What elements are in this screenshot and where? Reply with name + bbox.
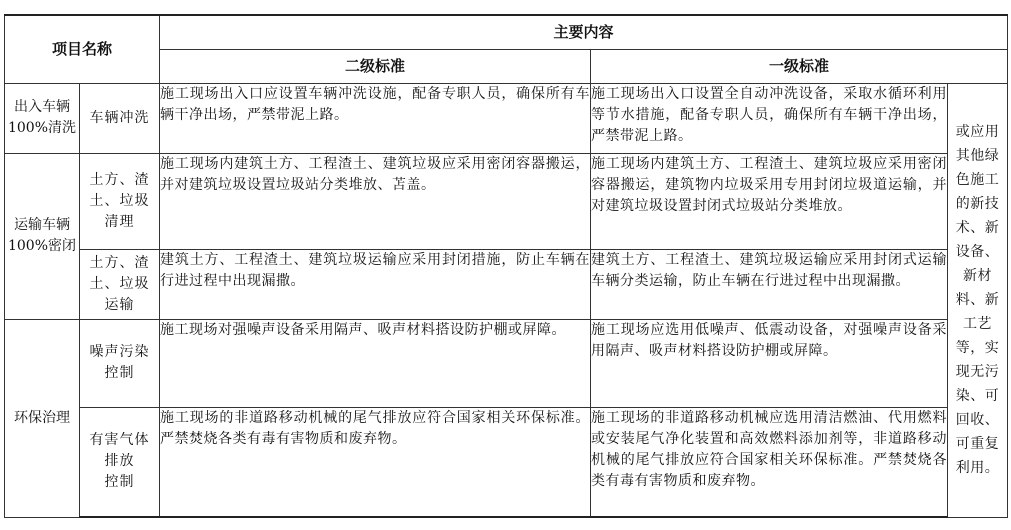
category-cell: 环保治理	[5, 319, 80, 517]
subitem-cell: 车辆冲洗	[80, 83, 160, 153]
level1-cell: 施工现场内建筑土方、工程渣土、建筑垃圾应采用密闭容器搬运，建筑物内垃圾采用专用封闭垃圾道运输，并对建筑垃圾设置封闭式垃圾站分类堆放。	[591, 153, 948, 249]
header-level2: 二级标准	[160, 49, 591, 83]
table-row	[5, 83, 1008, 153]
subitem-cell: 噪声污染 控制	[80, 319, 160, 407]
level2-cell: 施工现场出入口应设置车辆冲洗设施，配备专职人员，确保所有车辆干净出场，严禁带泥上路。	[160, 83, 591, 153]
standards-table	[4, 14, 1008, 518]
header-level1: 一级标准	[591, 49, 1008, 83]
level1-cell: 施工现场的非道路移动机械应选用清洁燃油、代用燃料或安装尾气净化装置和高效燃料添加剂等，非道路移动机械的尾气排放应符合国家相关环保标准。严禁焚烧各类有毒有害物质和废弃物。	[591, 407, 948, 517]
header-main-content: 主要内容	[160, 15, 1008, 49]
table-row	[5, 153, 1008, 249]
level1-cell: 建筑土方、工程渣土、建筑垃圾运输应采用封闭式运输车辆分类运输，防止车辆在行进过程中出现漏撒。	[591, 249, 948, 319]
level2-cell: 施工现场对强噪声设备采用隔声、吸声材料搭设防护棚或屏障。	[160, 319, 591, 407]
subitem-cell: 土方、渣 土、垃圾 运输	[80, 249, 160, 319]
header-item-name: 项目名称	[5, 15, 160, 83]
level2-cell: 施工现场的非道路移动机械的尾气排放应符合国家相关环保标准。严禁焚烧各类有毒有害物质和废弃物。	[160, 407, 591, 517]
category-cell: 出入车辆 100%清洗	[5, 83, 80, 153]
category-cell: 运输车辆 100%密闭	[5, 153, 80, 319]
table-row	[5, 249, 1008, 319]
level1-cell: 施工现场应选用低噪声、低震动设备，对强噪声设备采用隔声、吸声材料搭设防护棚或屏障。	[591, 319, 948, 407]
level2-cell: 建筑土方、工程渣土、建筑垃圾运输应采用封闭措施，防止车辆在行进过程中出现漏撒。	[160, 249, 591, 319]
subitem-cell: 土方、渣 土、垃圾 清理	[80, 153, 160, 249]
table-row	[5, 319, 1008, 407]
subitem-cell: 有害气体 排放 控制	[80, 407, 160, 517]
header-row-1	[5, 15, 1008, 49]
level1-cell: 施工现场出入口设置全自动冲洗设备，采取水循环利用等节水措施，配备专职人员，确保所有车辆干净出场，严禁带泥上路。	[591, 83, 948, 153]
table-row	[5, 407, 1008, 517]
side-note-cell: 或应用 其他绿 色施工 的新技 术、新 设备、 新材 料、新 工艺 等，实 现无污 染、可 回收、 可重复 利用。	[948, 83, 1008, 517]
level2-cell: 施工现场内建筑土方、工程渣土、建筑垃圾应采用密闭容器搬运，并对建筑垃圾设置垃圾站分类堆放、苫盖。	[160, 153, 591, 249]
